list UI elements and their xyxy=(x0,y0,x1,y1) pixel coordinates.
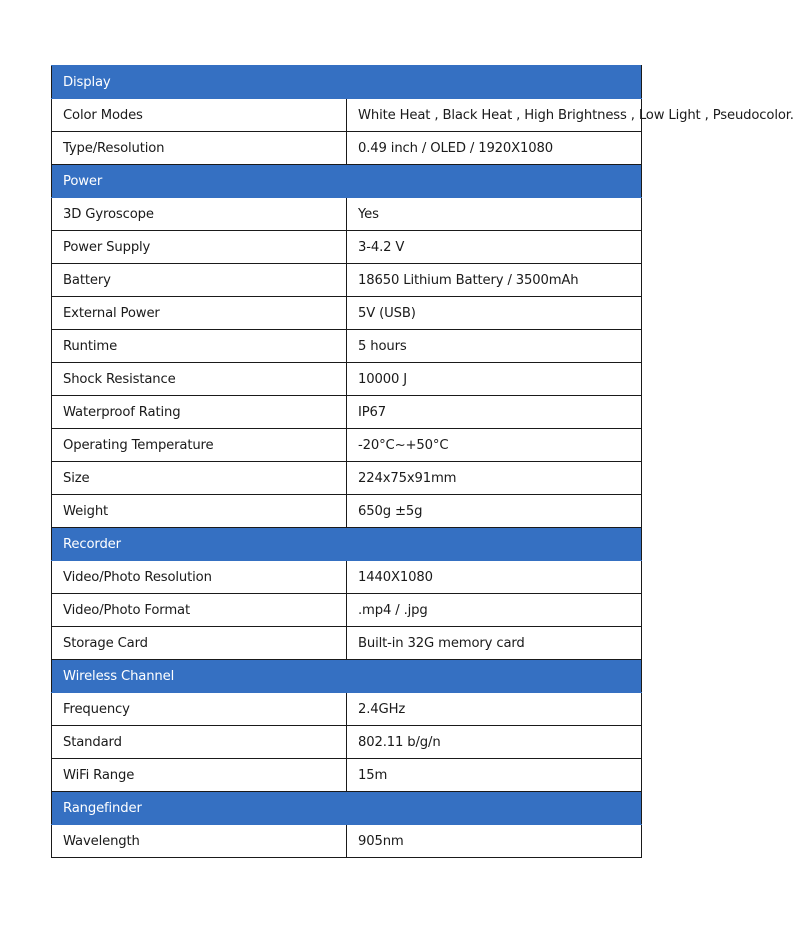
spec-value: 18650 Lithium Battery / 3500mAh xyxy=(347,264,642,297)
spec-label: Waterproof Rating xyxy=(52,396,347,429)
spec-value: -20°C~+50°C xyxy=(347,429,642,462)
spec-label: Storage Card xyxy=(52,627,347,660)
spec-label: Color Modes xyxy=(52,99,347,132)
section-header-rangefinder xyxy=(52,792,642,825)
spec-value: 15m xyxy=(347,759,642,792)
spec-row-wavelength xyxy=(52,825,642,858)
spec-label: Operating Temperature xyxy=(52,429,347,462)
spec-label: Runtime xyxy=(52,330,347,363)
spec-row-storage-card xyxy=(52,627,642,660)
spec-value: 224x75x91mm xyxy=(347,462,642,495)
spec-label: 3D Gyroscope xyxy=(52,198,347,231)
spec-value: Yes xyxy=(347,198,642,231)
spec-value: 1440X1080 xyxy=(347,561,642,594)
spec-value: 5V (USB) xyxy=(347,297,642,330)
spec-row-frequency xyxy=(52,693,642,726)
spec-label: WiFi Range xyxy=(52,759,347,792)
spec-label: Battery xyxy=(52,264,347,297)
spec-value: 905nm xyxy=(347,825,642,858)
spec-value: 3-4.2 V xyxy=(347,231,642,264)
section-header-display xyxy=(52,66,642,99)
spec-row-external-power xyxy=(52,297,642,330)
spec-label: Standard xyxy=(52,726,347,759)
spec-label: Type/Resolution xyxy=(52,132,347,165)
spec-value: Built-in 32G memory card xyxy=(347,627,642,660)
spec-label: Power Supply xyxy=(52,231,347,264)
spec-label: Shock Resistance xyxy=(52,363,347,396)
spec-row-video-photo-resolution xyxy=(52,561,642,594)
spec-label: Video/Photo Format xyxy=(52,594,347,627)
spec-label: External Power xyxy=(52,297,347,330)
spec-row-type-resolution xyxy=(52,132,642,165)
spec-value: 0.49 inch / OLED / 1920X1080 xyxy=(347,132,642,165)
spec-value: .mp4 / .jpg xyxy=(347,594,642,627)
section-header-power xyxy=(52,165,642,198)
spec-row-power-supply xyxy=(52,231,642,264)
spec-row-operating-temperature xyxy=(52,429,642,462)
section-title: Rangefinder xyxy=(52,792,642,825)
spec-row-runtime xyxy=(52,330,642,363)
section-header-recorder xyxy=(52,528,642,561)
spec-row-weight xyxy=(52,495,642,528)
spec-value: 802.11 b/g/n xyxy=(347,726,642,759)
spec-row-color-modes xyxy=(52,99,642,132)
spec-value: 2.4GHz xyxy=(347,693,642,726)
spec-label: Weight xyxy=(52,495,347,528)
spec-row-3d-gyroscope xyxy=(52,198,642,231)
section-title: Wireless Channel xyxy=(52,660,642,693)
section-title: Recorder xyxy=(52,528,642,561)
spec-value: 650g ±5g xyxy=(347,495,642,528)
spec-row-video-photo-format xyxy=(52,594,642,627)
section-title: Display xyxy=(52,66,642,99)
spec-value: 10000 J xyxy=(347,363,642,396)
spec-row-waterproof-rating xyxy=(52,396,642,429)
spec-row-wifi-range xyxy=(52,759,642,792)
section-header-wireless-channel xyxy=(52,660,642,693)
spec-label: Size xyxy=(52,462,347,495)
spec-row-size xyxy=(52,462,642,495)
spec-value: IP67 xyxy=(347,396,642,429)
spec-value: White Heat , Black Heat , High Brightness , Low Light , Pseudocolor. xyxy=(347,99,642,132)
spec-row-standard xyxy=(52,726,642,759)
spec-label: Wavelength xyxy=(52,825,347,858)
spec-label: Video/Photo Resolution xyxy=(52,561,347,594)
spec-label: Frequency xyxy=(52,693,347,726)
spec-row-battery xyxy=(52,264,642,297)
spec-row-shock-resistance xyxy=(52,363,642,396)
section-title: Power xyxy=(52,165,642,198)
spec-value: 5 hours xyxy=(347,330,642,363)
spec-table-body xyxy=(52,66,794,858)
spec-table xyxy=(51,65,794,858)
